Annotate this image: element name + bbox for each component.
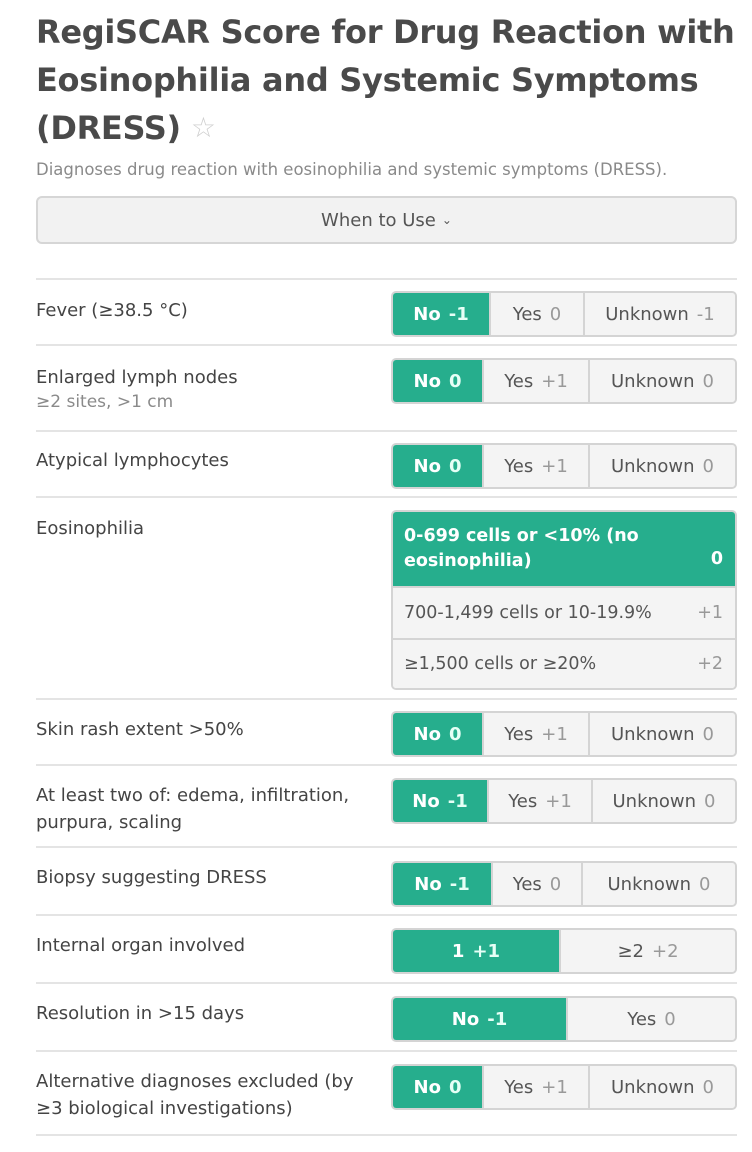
resolution-option-no[interactable] <box>393 998 566 1040</box>
option-points: 0 <box>448 455 462 477</box>
fever-options <box>391 291 737 337</box>
option-points: 0 <box>702 455 714 477</box>
option-points: 0 <box>448 1076 462 1098</box>
internal-organ-option-one[interactable] <box>393 930 559 972</box>
option-points: 0 <box>702 1076 714 1098</box>
option-label: Unknown <box>610 1076 695 1098</box>
option-points: -1 <box>448 303 469 325</box>
option-label: Yes <box>504 723 534 745</box>
fever-option-no[interactable] <box>393 293 489 335</box>
option-points: 0 <box>704 790 716 812</box>
skin-rash-option-yes[interactable] <box>482 713 588 755</box>
atypical-lymphocytes-options <box>391 443 737 489</box>
criterion-fever <box>36 278 737 346</box>
fever-option-yes[interactable] <box>489 293 583 335</box>
option-label: No <box>413 1076 441 1098</box>
criterion-biopsy <box>36 846 737 916</box>
option-label: No <box>413 370 441 392</box>
option-label: Yes <box>512 873 542 895</box>
lymph-nodes-option-yes[interactable] <box>482 360 588 402</box>
biopsy-option-yes[interactable] <box>491 863 581 905</box>
chevron-down-icon: ⌄ <box>441 213 452 227</box>
option-label: 0-699 cells or <10% (no eosinophilia) <box>404 526 639 571</box>
eosinophilia-option-moderate[interactable] <box>393 586 735 638</box>
biopsy-option-no[interactable] <box>393 863 491 905</box>
option-label: Unknown <box>610 455 695 477</box>
criterion-eosinophilia <box>36 496 737 700</box>
skin-involvement-option-yes[interactable] <box>487 780 591 822</box>
option-points: -1 <box>447 790 468 812</box>
option-label: Unknown <box>610 370 695 392</box>
option-label: Unknown <box>607 873 692 895</box>
resolution-options <box>391 996 737 1042</box>
eosinophilia-option-high[interactable] <box>393 638 735 688</box>
when-to-use-label: When to Use <box>321 209 436 231</box>
option-label: 700-1,499 cells or 10-19.9% <box>404 603 652 623</box>
page-subtitle: Diagnoses drug reaction with eosinophilia and systemic symptoms (DRESS). <box>36 160 668 179</box>
criterion-label: Resolution in >15 days <box>36 1003 245 1024</box>
option-label: Yes <box>508 790 538 812</box>
option-points: +2 <box>652 940 679 962</box>
skin-rash-option-unknown[interactable] <box>588 713 735 755</box>
option-points: +1 <box>541 723 568 745</box>
criterion-label: Skin rash extent >50% <box>36 719 244 740</box>
atypical-lymphocytes-option-yes[interactable] <box>482 445 588 487</box>
eosinophilia-option-none[interactable] <box>393 512 735 586</box>
criterion-internal-organ <box>36 914 737 984</box>
criterion-label: Fever (≥38.5 °C) <box>36 300 188 321</box>
option-label: Unknown <box>605 303 689 325</box>
option-points: -1 <box>449 873 470 895</box>
biopsy-option-unknown[interactable] <box>581 863 735 905</box>
option-label: No <box>414 873 442 895</box>
criterion-label <box>36 364 238 413</box>
option-points: 0 <box>699 873 711 895</box>
option-points: +1 <box>541 370 568 392</box>
option-label: No <box>413 455 441 477</box>
option-label: Unknown <box>612 790 697 812</box>
lymph-nodes-option-unknown[interactable] <box>588 360 735 402</box>
option-label: No <box>413 303 441 325</box>
calculator-page <box>36 0 737 1119</box>
option-points: 0 <box>549 873 562 895</box>
option-points: 0 <box>448 370 462 392</box>
when-to-use-button[interactable] <box>36 196 737 244</box>
atypical-lymphocytes-option-no[interactable] <box>393 445 482 487</box>
criterion-lymph-nodes <box>36 344 737 432</box>
criterion-label: Alternative diagnoses excluded (by ≥3 biological investigations) <box>36 1071 354 1119</box>
atypical-lymphocytes-option-unknown[interactable] <box>588 445 735 487</box>
criterion-sublabel: ≥2 sites, >1 cm <box>36 392 174 412</box>
criterion-skin-rash <box>36 698 737 766</box>
option-points: +1 <box>545 790 572 812</box>
skin-rash-option-no[interactable] <box>393 713 482 755</box>
option-label: ≥1,500 cells or ≥20% <box>404 654 597 674</box>
star-outline-icon[interactable]: ☆ <box>190 111 216 144</box>
option-points: 0 <box>710 549 723 569</box>
internal-organ-option-two-plus[interactable] <box>559 930 735 972</box>
eosinophilia-options <box>391 510 737 690</box>
option-label: No <box>413 723 441 745</box>
criterion-label: Atypical lymphocytes <box>36 450 229 471</box>
option-points: 0 <box>448 723 462 745</box>
alternative-diagnoses-option-unknown[interactable] <box>588 1066 735 1108</box>
option-points: +2 <box>697 654 723 674</box>
fever-option-unknown[interactable] <box>583 293 735 335</box>
criterion-resolution <box>36 982 737 1052</box>
option-label: No <box>451 1008 480 1030</box>
option-points: 0 <box>664 1008 676 1030</box>
option-label: Yes <box>504 1076 534 1098</box>
option-points: -1 <box>487 1008 508 1030</box>
criterion-atypical-lymphocytes <box>36 430 737 498</box>
skin-involvement-option-no[interactable] <box>393 780 487 822</box>
option-label: Yes <box>504 455 534 477</box>
criterion-label: Internal organ involved <box>36 935 246 956</box>
criterion-label: Eosinophilia <box>36 518 145 539</box>
option-label: ≥2 <box>617 940 644 962</box>
skin-rash-options <box>391 711 737 757</box>
option-label: Unknown <box>610 723 695 745</box>
option-label: Yes <box>512 303 542 325</box>
criterion-label: Biopsy suggesting DRESS <box>36 867 267 888</box>
skin-involvement-option-unknown[interactable] <box>591 780 735 822</box>
criterion-skin-involvement <box>36 764 737 848</box>
internal-organ-options <box>391 928 737 974</box>
alternative-diagnoses-option-yes[interactable] <box>482 1066 588 1108</box>
option-points: -1 <box>696 303 715 325</box>
option-points: 0 <box>702 370 714 392</box>
option-label: Yes <box>627 1008 657 1030</box>
option-label: 1 <box>451 940 465 962</box>
criterion-label-text: Enlarged lymph nodes <box>36 367 238 388</box>
option-points: +1 <box>541 455 568 477</box>
option-points: 0 <box>702 723 714 745</box>
option-points: +1 <box>697 603 723 623</box>
option-label: No <box>412 790 440 812</box>
criterion-label: At least two of: edema, infiltration, purpura, scaling <box>36 785 350 833</box>
page-title: RegiSCAR Score for Drug Reaction with Eosinophilia and Systemic Symptoms (DRESS) ☆ <box>36 13 735 147</box>
option-label: Yes <box>504 370 534 392</box>
option-points: +1 <box>541 1076 568 1098</box>
lymph-nodes-options <box>391 358 737 404</box>
biopsy-options <box>391 861 737 907</box>
criterion-alternative-diagnoses <box>36 1050 737 1136</box>
skin-involvement-options <box>391 778 737 824</box>
resolution-option-yes[interactable] <box>566 998 735 1040</box>
option-points: +1 <box>472 940 501 962</box>
option-points: 0 <box>549 303 562 325</box>
alternative-diagnoses-options <box>391 1064 737 1110</box>
alternative-diagnoses-option-no[interactable] <box>393 1066 482 1108</box>
lymph-nodes-option-no[interactable] <box>393 360 482 402</box>
